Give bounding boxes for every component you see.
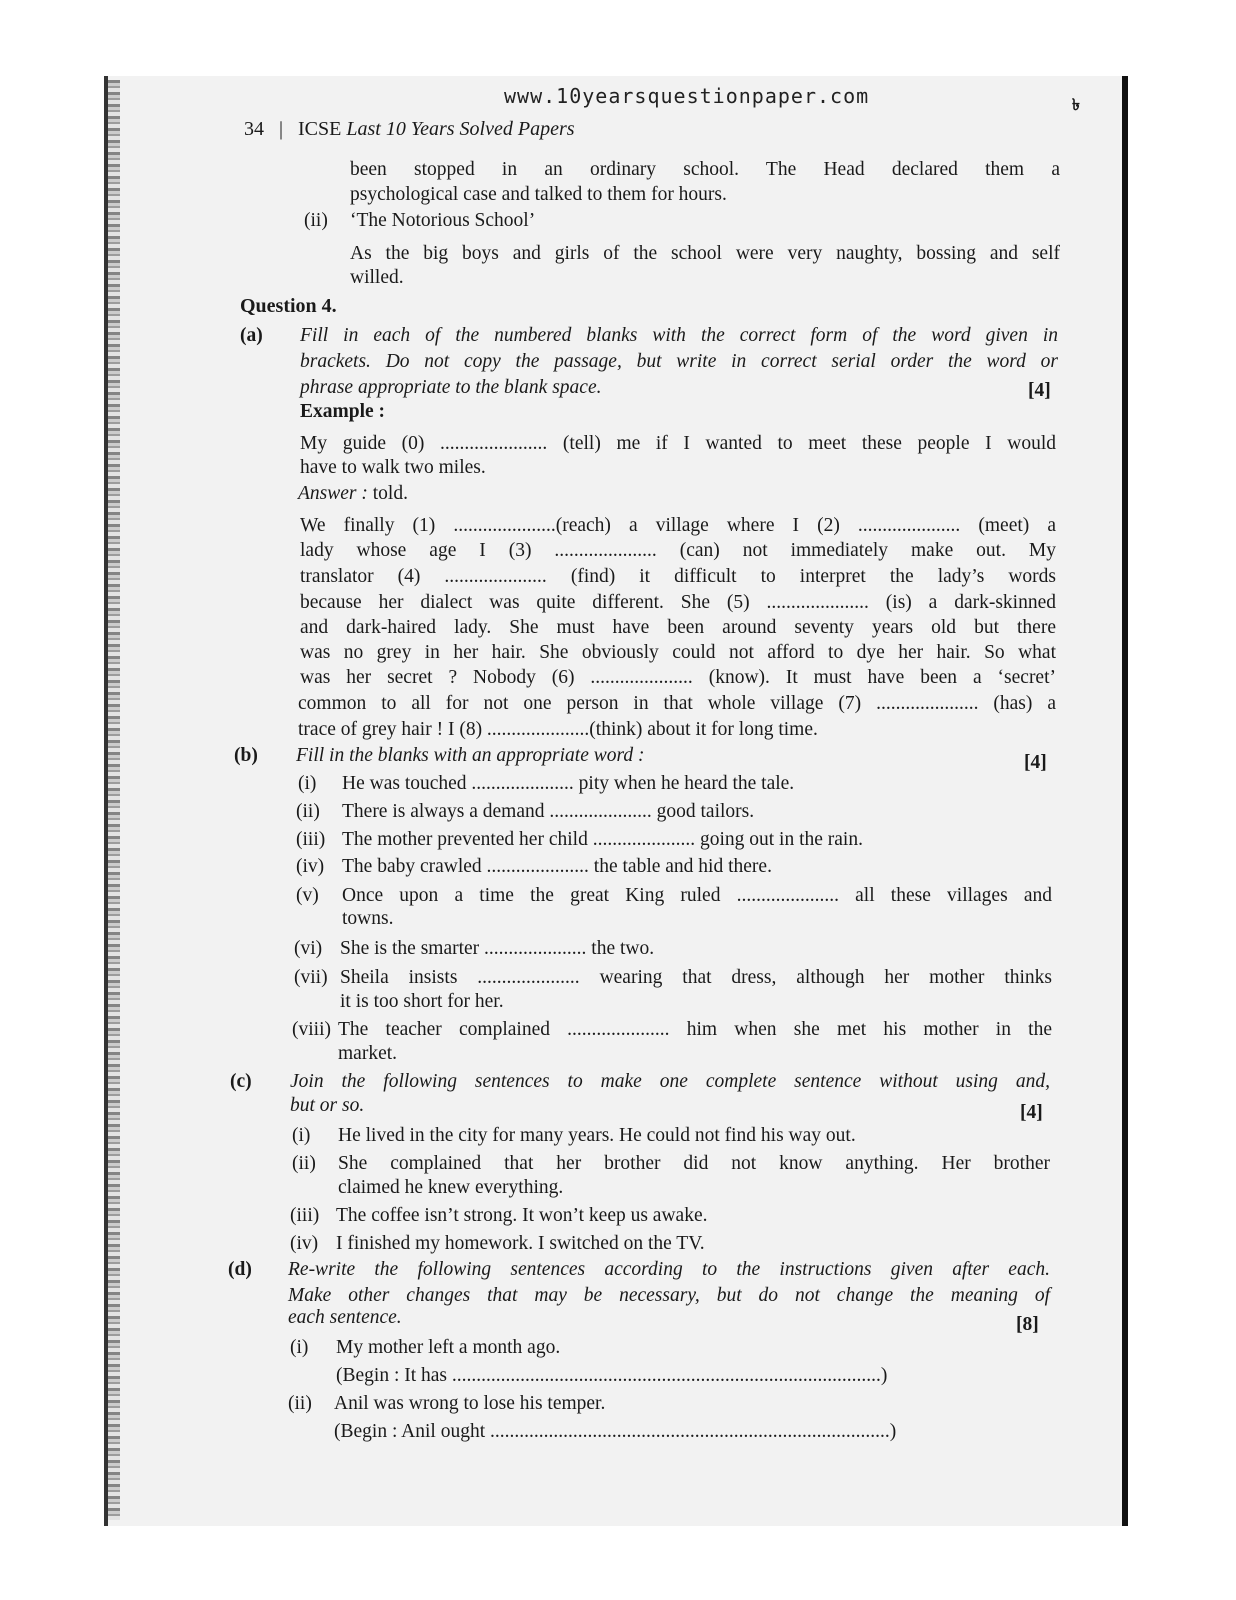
b-item-8-num: (viii) — [292, 1019, 331, 1040]
part-c-instruction-2: but or so. — [290, 1095, 365, 1116]
part-a-instruction-1: Fill in each of the numbered blanks with the correct form of the word given in — [300, 325, 1058, 346]
part-c-instruction-1: Join the following sentences to make one complete sentence without using and, — [290, 1071, 1050, 1092]
passage-line-8: common to all for not one person in that whole village (7) ..................... (has) a — [298, 693, 1056, 714]
prev-item-ii-title: ‘The Notorious School’ — [350, 210, 536, 231]
c-item-2-cont: claimed he knew everything. — [338, 1177, 564, 1198]
c-item-3-num: (iii) — [290, 1205, 320, 1226]
part-b-label: (b) — [234, 745, 258, 766]
b-item-7-text: Sheila insists ..................... wearing that dress, although her mother thinks — [340, 967, 1052, 988]
passage-line-5: and dark-haired lady. She must have been around seventy years old but there — [300, 617, 1056, 638]
b-item-1-num: (i) — [298, 773, 317, 794]
b-item-8-cont: market. — [338, 1043, 398, 1064]
part-d-instruction-1: Re-write the following sentences according to the instructions given after each. — [288, 1259, 1050, 1280]
b-item-5-num: (v) — [296, 885, 319, 906]
c-item-1-num: (i) — [292, 1125, 311, 1146]
c-item-2-num: (ii) — [292, 1153, 316, 1174]
part-d-marks: [8] — [1016, 1314, 1039, 1335]
b-item-7-num: (vii) — [294, 967, 328, 988]
prev-line-1: been stopped in an ordinary school. The Head declared them a — [350, 159, 1060, 180]
header-separator: | — [279, 118, 284, 140]
answer-label: Answer : — [298, 483, 368, 504]
b-item-5-text: Once upon a time the great King ruled ..................... all these villages and — [342, 885, 1052, 906]
b-item-8-text: The teacher complained ..................... him when she met his mother in the — [338, 1019, 1052, 1040]
c-item-2-text: She complained that her brother did not know anything. Her brother — [338, 1153, 1050, 1174]
b-item-3-num: (iii) — [296, 829, 326, 850]
page-number: 34 — [244, 118, 264, 140]
d-item-1-num: (i) — [290, 1337, 309, 1358]
d-item-1-text: My mother left a month ago. — [336, 1337, 561, 1358]
part-c-marks: [4] — [1020, 1102, 1043, 1123]
part-a-instruction-2: brackets. Do not copy the passage, but write in correct serial order the word or — [300, 351, 1058, 372]
b-item-5-cont: towns. — [342, 908, 394, 929]
passage-line-1: We finally (1) .....................(reach) a village where I (2) ..................... (meet) a — [300, 515, 1056, 536]
d-item-2-text: Anil was wrong to lose his temper. — [334, 1393, 606, 1414]
header-title: Last 10 Years Solved Papers — [346, 118, 575, 140]
part-d-instruction-2: Make other changes that may be necessary, but do not change the meaning of — [288, 1285, 1050, 1306]
watermark-url: www.10yearsquestionpaper.com — [504, 84, 870, 108]
prev-line-2: psychological case and talked to them for hours. — [350, 184, 727, 205]
answer-value: told. — [372, 483, 408, 504]
b-item-1-text: He was touched ..................... pity when he heard the tale. — [342, 773, 795, 794]
example-line-1: My guide (0) ...................... (tell) me if I wanted to meet these people I would — [300, 433, 1056, 454]
answer-line — [298, 482, 408, 506]
part-a-label: (a) — [240, 325, 263, 346]
passage-line-3: translator (4) ..................... (find) it difficult to interpret the lady’s words — [300, 566, 1056, 587]
d-item-2-num: (ii) — [288, 1393, 312, 1414]
d-item-2-begin: (Begin : Anil ought ..................................................................................) — [334, 1421, 897, 1442]
b-item-4-num: (iv) — [296, 856, 325, 877]
part-d-label: (d) — [228, 1259, 252, 1280]
passage-line-6: was no grey in her hair. She obviously could not afford to dye her hair. So what — [300, 642, 1056, 663]
example-label: Example : — [300, 401, 386, 422]
prev-item-ii-line-2: willed. — [350, 267, 404, 288]
part-b-instruction: Fill in the blanks with an appropriate word : — [296, 745, 645, 766]
b-item-2-num: (ii) — [296, 801, 320, 822]
page-header — [244, 118, 575, 141]
header-prefix: ICSE — [298, 118, 342, 140]
b-item-6-text: She is the smarter ..................... the two. — [340, 938, 655, 959]
passage-line-9: trace of grey hair ! I (8) .....................(think) about it for long time. — [298, 719, 818, 740]
b-item-6-num: (vi) — [294, 938, 323, 959]
part-b-marks: [4] — [1024, 752, 1047, 773]
c-item-4-num: (iv) — [290, 1233, 319, 1254]
b-item-7-cont: it is too short for her. — [340, 991, 504, 1012]
passage-line-4: because her dialect was quite different. She (5) ..................... (is) a dark-skinned — [300, 592, 1056, 613]
part-c-label: (c) — [230, 1071, 252, 1092]
c-item-1-text: He lived in the city for many years. He could not find his way out. — [338, 1125, 856, 1146]
c-item-4-text: I finished my homework. I switched on the TV. — [336, 1233, 705, 1254]
b-item-2-text: There is always a demand ..................... good tailors. — [342, 801, 755, 822]
example-line-2: have to walk two miles. — [300, 457, 486, 478]
d-item-1-begin: (Begin : It has ........................................................................................) — [336, 1365, 888, 1386]
part-a-marks: [4] — [1028, 380, 1051, 401]
c-item-3-text: The coffee isn’t strong. It won’t keep us awake. — [336, 1205, 708, 1226]
part-d-instruction-3: each sentence. — [288, 1307, 402, 1328]
prev-item-ii-line-1: As the big boys and girls of the school were very naughty, bossing and self — [350, 243, 1060, 264]
scan-binding-strip — [108, 80, 120, 1520]
b-item-4-text: The baby crawled ..................... the table and hid there. — [342, 856, 772, 877]
question-title: Question 4. — [240, 295, 337, 317]
passage-line-2: lady whose age I (3) ..................... (can) not immediately make out. My — [300, 540, 1056, 561]
scan-right-edge — [1122, 76, 1128, 1526]
passage-line-7: was her secret ? Nobody (6) ..................... (know). It must have been a ‘secret’ — [300, 667, 1056, 688]
b-item-3-text: The mother prevented her child ..................... going out in the rain. — [342, 829, 863, 850]
prev-item-ii-label: (ii) — [304, 210, 328, 231]
part-a-instruction-3: phrase appropriate to the blank space. — [300, 377, 602, 398]
corner-mark: ৳ — [1072, 97, 1080, 114]
